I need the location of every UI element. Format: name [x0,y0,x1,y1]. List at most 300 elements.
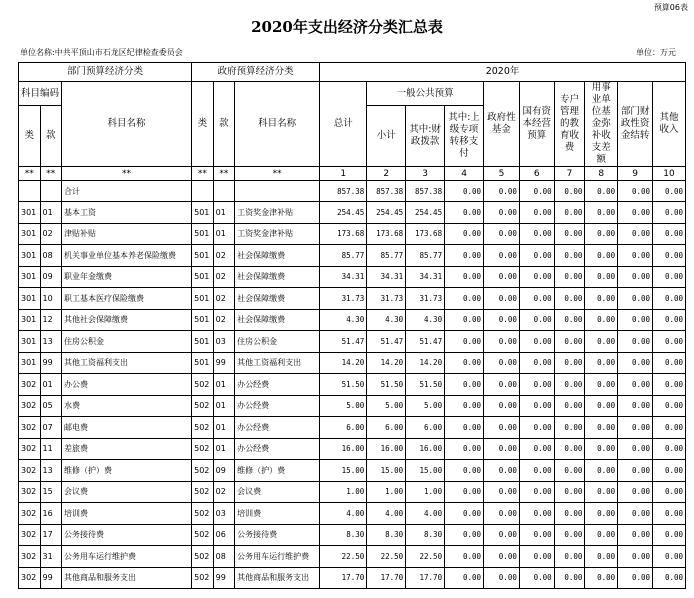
gov-kuan-cell: 01 [213,202,235,224]
amount-cell: 0.00 [585,417,618,439]
amount-cell: 0.00 [519,546,554,568]
gov-kuan-cell: 01 [213,438,235,460]
amount-cell: 0.00 [484,395,520,417]
dept-subject-name-cell: 差旅费 [62,438,192,460]
amount-cell: 0.00 [554,223,585,245]
table-row [19,331,686,353]
total-value: 0.00 [484,181,520,202]
amount-cell: 0.00 [484,546,520,568]
dept-kuan-cell: 01 [40,202,62,224]
dept-subject-name-cell: 水费 [62,395,192,417]
amount-cell: 0.00 [585,331,618,353]
amount-cell: 0.00 [484,460,520,482]
gov-lei-cell: 501 [192,309,214,331]
dept-group-header: 部门预算经济分类 [19,63,192,82]
amount-cell: 0.00 [618,202,653,224]
amount-cell: 0.00 [653,352,686,374]
amount-cell: 51.47 [406,331,445,353]
amount-cell: 0.00 [585,288,618,310]
amount-cell: 0.00 [585,546,618,568]
form-number: 预算06表 [653,3,688,12]
unit-name: 单位名称:中共平顶山市石龙区纪律检查委员会 [20,48,183,57]
amount-cell: 0.00 [519,481,554,503]
total-value: 0.00 [519,181,554,202]
edu-fee-header: 专户管理的教育收费 [554,82,585,167]
dept-lei-cell: 301 [19,352,41,374]
amount-cell: 0.00 [519,503,554,525]
amount-cell: 0.00 [484,438,520,460]
amount-cell: 34.31 [367,266,406,288]
amount-cell: 16.00 [367,438,406,460]
amount-cell: 0.00 [484,352,520,374]
gov-kuan-cell: 08 [213,546,235,568]
other-income-header: 其他收入 [653,82,686,167]
total-value: 0.00 [554,181,585,202]
amount-cell: 5.00 [320,395,367,417]
amount-cell: 4.00 [367,503,406,525]
amount-cell: 0.00 [618,438,653,460]
table-row [19,567,686,589]
gov-kuan-cell: 09 [213,460,235,482]
gov-subject-name-cell: 公务接待费 [235,524,320,546]
dept-kuan-cell: 99 [40,567,62,589]
gov-subject-name-cell: 维修（护）费 [235,460,320,482]
amount-cell: 0.00 [618,309,653,331]
amount-cell: 254.45 [367,202,406,224]
gov-subject-name-cell: 其他商品和服务支出 [235,567,320,589]
amount-cell: 0.00 [585,374,618,396]
amount-cell: 85.77 [367,245,406,267]
amount-cell: 85.77 [406,245,445,267]
amount-cell: 0.00 [519,417,554,439]
dept-kuan-cell: 17 [40,524,62,546]
amount-cell: 16.00 [406,438,445,460]
amount-cell: 4.30 [320,309,367,331]
table-row [19,374,686,396]
gov-lei-cell: 501 [192,331,214,353]
amount-cell: 0.00 [445,438,484,460]
amount-cell: 0.00 [618,417,653,439]
kuan-header: 款 [40,106,62,167]
dept-lei-cell: 302 [19,374,41,396]
amount-cell: 17.70 [367,567,406,589]
amount-cell: 31.73 [406,288,445,310]
gov-lei-cell: 501 [192,266,214,288]
total-row [19,181,686,202]
dept-subject-name-cell: 会议费 [62,481,192,503]
table-row [19,481,686,503]
amount-cell: 51.50 [406,374,445,396]
gov-kuan-cell: 01 [213,374,235,396]
gov-lei-cell: 502 [192,546,214,568]
amount-cell: 0.00 [484,309,520,331]
dept-subject-name-cell: 培训费 [62,503,192,525]
gov-group-header: 政府预算经济分类 [192,63,320,82]
table-row [19,503,686,525]
amount-cell: 0.00 [618,567,653,589]
gov-lei-cell: 502 [192,417,214,439]
gov-kuan-cell: 02 [213,245,235,267]
amount-cell: 0.00 [653,288,686,310]
amount-cell: 0.00 [445,245,484,267]
amount-cell: 0.00 [519,352,554,374]
amount-cell: 51.50 [320,374,367,396]
dept-subject-name-cell: 公务用车运行维护费 [62,546,192,568]
amount-cell: 0.00 [445,309,484,331]
amount-cell: 4.00 [406,503,445,525]
gov-subject-name-cell: 办公经费 [235,438,320,460]
dept-lei-cell: 302 [19,546,41,568]
amount-cell: 0.00 [445,223,484,245]
gov-subject-name-cell: 社会保障缴费 [235,288,320,310]
dept-lei-cell: 302 [19,524,41,546]
amount-cell: 0.00 [618,352,653,374]
total-value: 857.38 [367,181,406,202]
amount-cell: 31.73 [367,288,406,310]
gov-subject-name-cell: 办公经费 [235,417,320,439]
gov-lei-header: 类 [192,82,214,167]
table-row [19,352,686,374]
gov-lei-cell: 502 [192,374,214,396]
amount-cell: 5.00 [406,395,445,417]
amount-cell: 0.00 [519,567,554,589]
gov-lei-cell: 502 [192,395,214,417]
amount-cell: 0.00 [653,395,686,417]
amount-cell: 0.00 [653,202,686,224]
gov-lei-cell: 502 [192,524,214,546]
table-row [19,309,686,331]
amount-cell: 17.70 [406,567,445,589]
gov-lei-cell: 501 [192,245,214,267]
amount-cell: 173.68 [367,223,406,245]
amount-cell: 0.00 [445,524,484,546]
lei-header: 类 [19,106,41,167]
dept-lei-cell: 301 [19,202,41,224]
dept-subject-name-cell: 基本工资 [62,202,192,224]
amount-cell: 0.00 [484,374,520,396]
amount-cell: 4.30 [367,309,406,331]
amount-cell: 34.31 [406,266,445,288]
gov-subject-name-cell: 工资奖金津补贴 [235,202,320,224]
expenditure-table [18,62,686,589]
gov-kuan-cell: 03 [213,503,235,525]
amount-cell: 0.00 [585,438,618,460]
amount-cell: 16.00 [320,438,367,460]
dept-kuan-cell: 16 [40,503,62,525]
amount-cell: 0.00 [585,266,618,288]
amount-cell: 0.00 [585,524,618,546]
dept-subject-name-cell: 其他工资福利支出 [62,352,192,374]
dept-kuan-cell: 13 [40,331,62,353]
amount-cell: 14.20 [406,352,445,374]
subject-code-header: 科目编码 [19,82,62,106]
dept-subject-name-cell: 职业年金缴费 [62,266,192,288]
amount-cell: 173.68 [406,223,445,245]
amount-cell: 254.45 [406,202,445,224]
amount-cell: 0.00 [618,223,653,245]
amount-cell: 0.00 [519,438,554,460]
amount-cell: 0.00 [618,546,653,568]
amount-cell: 0.00 [585,223,618,245]
amount-cell: 0.00 [484,524,520,546]
dept-kuan-cell: 01 [40,374,62,396]
amount-cell: 0.00 [484,223,520,245]
amount-cell: 0.00 [554,481,585,503]
amount-cell: 0.00 [618,266,653,288]
gov-lei-cell: 502 [192,438,214,460]
dept-subject-name-cell: 住房公积金 [62,331,192,353]
gov-kuan-cell: 02 [213,309,235,331]
amount-cell: 0.00 [653,524,686,546]
public-subsidy-header: 用事业单位基金弥补收支差额 [585,82,618,167]
general-budget-header: 一般公共预算 [367,82,484,106]
amount-cell: 85.77 [320,245,367,267]
gov-kuan-cell: 01 [213,223,235,245]
amount-cell: 0.00 [445,417,484,439]
amount-cell: 0.00 [618,245,653,267]
table-row [19,417,686,439]
gov-lei-cell: 501 [192,352,214,374]
amount-cell: 0.00 [653,460,686,482]
dept-kuan-cell: 02 [40,223,62,245]
amount-cell: 0.00 [618,331,653,353]
dept-subject-name-cell: 办公费 [62,374,192,396]
amount-cell: 6.00 [406,417,445,439]
amount-cell: 31.73 [320,288,367,310]
gov-kuan-cell: 02 [213,288,235,310]
amount-cell: 0.00 [653,567,686,589]
gov-subject-name-cell: 社会保障缴费 [235,245,320,267]
dept-subject-name-cell: 维修（护）费 [62,460,192,482]
total-value: 0.00 [618,181,653,202]
amount-cell: 0.00 [445,395,484,417]
gov-kuan-cell: 02 [213,481,235,503]
index-cell: 2 [367,167,406,181]
dept-lei-cell: 301 [19,223,41,245]
gov-subject-name-cell: 社会保障缴费 [235,309,320,331]
year-group-header: 2020年 [320,63,686,82]
state-capital-header: 国有资本经营预算 [519,82,554,167]
amount-cell: 0.00 [554,352,585,374]
amount-cell: 0.00 [653,309,686,331]
amount-cell: 51.47 [320,331,367,353]
amount-cell: 0.00 [618,503,653,525]
table-row [19,266,686,288]
gov-lei-cell: 502 [192,567,214,589]
amount-cell: 0.00 [484,288,520,310]
index-cell: ** [40,167,62,181]
amount-cell: 0.00 [585,202,618,224]
index-cell: ** [19,167,41,181]
gov-kuan-cell: 99 [213,352,235,374]
index-cell: 4 [445,167,484,181]
dept-kuan-cell: 05 [40,395,62,417]
amount-cell: 0.00 [554,567,585,589]
amount-cell: 0.00 [585,395,618,417]
dept-lei-cell: 302 [19,567,41,589]
gov-subject-name-header: 科目名称 [235,82,320,167]
total-header: 总计 [320,82,367,167]
dept-subject-name-cell: 邮电费 [62,417,192,439]
amount-cell: 0.00 [554,245,585,267]
index-cell: 5 [484,167,520,181]
gov-lei-cell: 502 [192,503,214,525]
gov-lei-cell: 502 [192,481,214,503]
amount-cell: 0.00 [554,331,585,353]
dept-subject-name-cell: 津贴补贴 [62,223,192,245]
amount-cell: 51.47 [367,331,406,353]
amount-cell: 0.00 [653,245,686,267]
amount-cell: 0.00 [519,245,554,267]
amount-cell: 0.00 [445,567,484,589]
dept-lei-cell: 302 [19,460,41,482]
amount-cell: 0.00 [554,438,585,460]
amount-cell: 0.00 [484,202,520,224]
dept-lei-cell: 302 [19,395,41,417]
amount-cell: 15.00 [367,460,406,482]
index-cell: 3 [406,167,445,181]
gov-subject-name-cell: 会议费 [235,481,320,503]
dept-lei-cell: 301 [19,245,41,267]
dept-kuan-cell: 13 [40,460,62,482]
gov-subject-name-cell: 其他工资福利支出 [235,352,320,374]
amount-cell: 0.00 [484,331,520,353]
amount-cell: 0.00 [554,460,585,482]
amount-cell: 0.00 [554,417,585,439]
amount-cell: 22.50 [320,546,367,568]
dept-kuan-cell: 15 [40,481,62,503]
amount-cell: 0.00 [585,245,618,267]
gov-subject-name-cell: 工资奖金津补贴 [235,223,320,245]
dept-lei-cell: 302 [19,438,41,460]
table-row [19,524,686,546]
amount-cell: 0.00 [554,202,585,224]
table-row [19,202,686,224]
dept-kuan-cell: 08 [40,245,62,267]
gov-subject-name-cell: 办公经费 [235,374,320,396]
gov-kuan-cell: 02 [213,266,235,288]
amount-cell: 0.00 [653,266,686,288]
amount-cell: 1.00 [367,481,406,503]
total-value: 0.00 [445,181,484,202]
dept-kuan-cell: 07 [40,417,62,439]
amount-cell: 0.00 [653,546,686,568]
gov-lei-cell: 501 [192,288,214,310]
amount-cell: 6.00 [367,417,406,439]
amount-cell: 0.00 [484,417,520,439]
amount-cell: 0.00 [484,503,520,525]
index-row [19,167,686,181]
total-label: 合计 [62,181,192,202]
dept-kuan-cell: 31 [40,546,62,568]
index-cell: 10 [653,167,686,181]
amount-cell: 0.00 [445,374,484,396]
amount-cell: 0.00 [484,481,520,503]
amount-cell: 14.20 [320,352,367,374]
table-row [19,438,686,460]
amount-cell: 0.00 [519,331,554,353]
index-cell: 9 [618,167,653,181]
amount-cell: 22.50 [367,546,406,568]
amount-cell: 0.00 [554,524,585,546]
dept-lei-cell: 301 [19,331,41,353]
amount-cell: 0.00 [554,374,585,396]
amount-cell: 0.00 [653,374,686,396]
amount-cell: 0.00 [653,331,686,353]
carryover-header: 部门财政性资金结转 [618,82,653,167]
amount-cell: 0.00 [445,460,484,482]
amount-cell: 0.00 [618,288,653,310]
amount-cell: 0.00 [445,546,484,568]
dept-kuan-cell: 11 [40,438,62,460]
gov-subject-name-cell: 社会保障缴费 [235,266,320,288]
index-cell: 1 [320,167,367,181]
dept-kuan-cell: 12 [40,309,62,331]
gov-kuan-cell: 03 [213,331,235,353]
dept-lei-cell: 302 [19,481,41,503]
dept-lei-cell: 301 [19,309,41,331]
amount-cell: 0.00 [519,309,554,331]
amount-cell: 0.00 [445,266,484,288]
amount-cell: 254.45 [320,202,367,224]
table-row [19,395,686,417]
amount-cell: 0.00 [519,374,554,396]
amount-cell: 0.00 [445,352,484,374]
dept-lei-cell: 301 [19,288,41,310]
dept-kuan-cell: 09 [40,266,62,288]
amount-cell: 15.00 [320,460,367,482]
table-row [19,288,686,310]
index-cell: 6 [519,167,554,181]
dept-kuan-cell: 99 [40,352,62,374]
amount-cell: 5.00 [367,395,406,417]
gov-subject-name-cell: 培训费 [235,503,320,525]
dept-lei-cell: 301 [19,266,41,288]
amount-cell: 0.00 [519,524,554,546]
gov-kuan-cell: 01 [213,417,235,439]
upper-transfer-header: 其中:上级专项转移支付 [445,106,484,167]
amount-cell: 0.00 [585,481,618,503]
amount-cell: 0.00 [618,374,653,396]
amount-cell: 0.00 [484,245,520,267]
total-value: 0.00 [585,181,618,202]
table-row [19,460,686,482]
index-cell: 7 [554,167,585,181]
dept-subject-name-cell: 公务接待费 [62,524,192,546]
amount-cell: 0.00 [554,309,585,331]
table-row [19,223,686,245]
amount-cell: 15.00 [406,460,445,482]
amount-cell: 0.00 [653,438,686,460]
total-value: 0.00 [653,181,686,202]
gov-subject-name-cell: 办公经费 [235,395,320,417]
amount-cell: 0.00 [519,395,554,417]
amount-cell: 0.00 [585,567,618,589]
amount-cell: 0.00 [585,309,618,331]
amount-cell: 0.00 [653,481,686,503]
amount-cell: 0.00 [554,266,585,288]
amount-cell: 34.31 [320,266,367,288]
gov-kuan-header: 款 [213,82,235,167]
amount-cell: 0.00 [554,288,585,310]
amount-cell: 0.00 [519,266,554,288]
gov-lei-cell: 501 [192,223,214,245]
amount-cell: 0.00 [618,524,653,546]
amount-cell: 8.30 [367,524,406,546]
amount-cell: 0.00 [445,503,484,525]
amount-cell: 1.00 [406,481,445,503]
amount-cell: 4.30 [406,309,445,331]
